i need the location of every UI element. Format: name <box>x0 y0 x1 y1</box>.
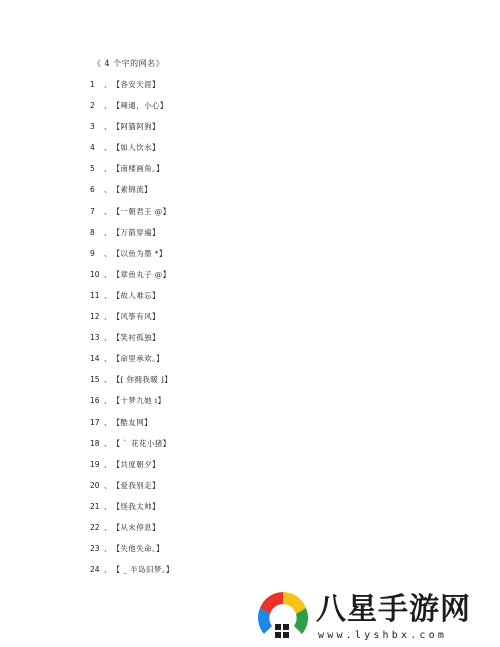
list-item <box>90 332 174 353</box>
item-number: 13 <box>90 333 100 343</box>
item-separator: 、 <box>104 480 112 490</box>
item-separator: 、 <box>104 354 112 364</box>
item-number: 10 <box>90 269 100 279</box>
item-nickname: 【爱我别走】 <box>112 480 160 490</box>
list-item <box>90 417 174 438</box>
list-item <box>90 459 174 480</box>
list-item <box>90 79 174 100</box>
item-separator: 、 <box>104 164 112 174</box>
list-item <box>90 184 174 205</box>
list-item <box>90 395 174 416</box>
item-nickname: 【 _ 半岛旧梦。】 <box>112 565 174 575</box>
item-separator: 、 <box>104 269 112 279</box>
list-item <box>90 248 174 269</box>
item-separator: 、 <box>104 417 112 427</box>
item-nickname: 【一朝君王 @】 <box>112 206 171 216</box>
item-nickname: 【素锦流】 <box>112 185 152 195</box>
item-separator: 、 <box>104 290 112 300</box>
item-nickname: 【命里承欢。】 <box>112 354 165 364</box>
item-separator: 、 <box>104 333 112 343</box>
item-number: 5 <box>90 164 95 174</box>
list-item <box>90 206 174 227</box>
item-number: 22 <box>90 522 100 532</box>
item-separator: 、 <box>104 206 112 216</box>
item-number: 17 <box>90 417 100 427</box>
item-nickname: 【[ 你拥我暖 ]】 <box>112 375 173 385</box>
name-list <box>90 79 174 585</box>
item-nickname: 【风筝有风】 <box>112 312 160 322</box>
item-number: 24 <box>90 565 100 575</box>
item-separator: 、 <box>104 459 112 469</box>
item-separator: 、 <box>104 544 112 554</box>
list-item <box>90 163 174 184</box>
list-item <box>90 480 174 501</box>
item-separator: 、 <box>104 227 112 237</box>
list-item <box>90 311 174 332</box>
item-number: 3 <box>90 122 95 132</box>
item-nickname: 【故人难忘】 <box>112 290 160 300</box>
brand-url: www.lyshbx.com <box>318 630 448 641</box>
item-nickname: 【十梦九她 i】 <box>112 396 166 406</box>
site-watermark <box>254 588 500 647</box>
item-separator: 、 <box>104 101 112 111</box>
item-number: 1 <box>90 80 95 89</box>
list-item <box>90 290 174 311</box>
list-item <box>90 438 174 459</box>
list-item <box>90 522 174 543</box>
list-item <box>90 374 174 395</box>
item-separator: 、 <box>104 438 112 448</box>
item-nickname: 【万箭穿遍】 <box>112 227 160 237</box>
document-title: 《 4 个字的网名》 <box>93 59 165 68</box>
item-nickname: 【南楼画角。】 <box>112 164 165 174</box>
item-separator: 、 <box>104 80 112 89</box>
item-nickname: 【共度朝夕】 <box>112 459 160 469</box>
item-number: 15 <box>90 375 100 385</box>
list-item <box>90 269 174 290</box>
item-number: 2 <box>90 101 95 111</box>
item-number: 23 <box>90 544 100 554</box>
item-number: 20 <box>90 480 100 490</box>
item-separator: 、 <box>104 185 112 195</box>
list-item <box>90 353 174 374</box>
item-separator: 、 <box>104 501 112 511</box>
item-number: 8 <box>90 227 95 237</box>
item-nickname: 【辣通，小心】 <box>112 101 168 111</box>
item-separator: 、 <box>104 248 112 258</box>
list-item <box>90 100 174 121</box>
item-nickname: 【章鱼丸子 @】 <box>112 269 171 279</box>
item-separator: 、 <box>104 565 112 575</box>
item-number: 18 <box>90 438 100 448</box>
list-item <box>90 543 174 564</box>
item-nickname: 【从未停息】 <box>112 522 160 532</box>
item-number: 11 <box>90 290 100 300</box>
item-nickname: 【以鱼为墨 *】 <box>112 248 167 258</box>
list-item <box>90 501 174 522</box>
list-item <box>90 142 174 163</box>
item-number: 21 <box>90 501 100 511</box>
item-nickname: 【怪我太帅】 <box>112 501 160 511</box>
item-separator: 、 <box>104 396 112 406</box>
item-nickname: 【酷友网】 <box>112 417 152 427</box>
brand-name: 八星手游网 <box>316 592 471 627</box>
item-nickname: 【失他失命。】 <box>112 544 165 554</box>
item-number: 12 <box>90 312 100 322</box>
item-number: 7 <box>90 206 95 216</box>
list-item <box>90 564 174 585</box>
item-number: 19 <box>90 459 100 469</box>
item-number: 9 <box>90 248 95 258</box>
list-item <box>90 227 174 248</box>
item-separator: 、 <box>104 522 112 532</box>
brand-logo-icon <box>254 588 312 646</box>
item-separator: 、 <box>104 312 112 322</box>
item-nickname: 【 ゛花花小猪】 <box>112 438 171 448</box>
item-separator: 、 <box>104 375 112 385</box>
item-number: 4 <box>90 143 95 153</box>
item-nickname: 【笑衬孤独】 <box>112 333 160 343</box>
item-number: 6 <box>90 185 95 195</box>
list-item <box>90 121 174 142</box>
item-number: 16 <box>90 396 100 406</box>
item-nickname: 【各安天涯】 <box>112 80 160 89</box>
item-nickname: 【阿猫阿狗】 <box>112 122 160 132</box>
item-separator: 、 <box>104 122 112 132</box>
item-separator: 、 <box>104 143 112 153</box>
item-nickname: 【如人饮水】 <box>112 143 160 153</box>
item-number: 14 <box>90 354 100 364</box>
